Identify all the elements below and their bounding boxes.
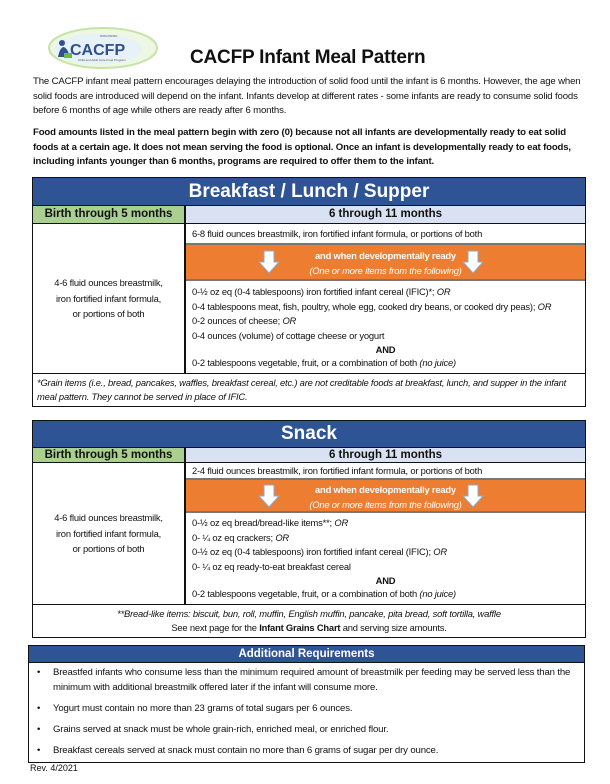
down-arrow-icon <box>258 250 280 274</box>
grains-chart-note: See next page for the Infant Grains Chart and serving size amounts. <box>171 621 447 633</box>
column-birth-5-months: Birth through 5 months <box>33 448 186 462</box>
developmentally-ready-banner <box>186 480 585 513</box>
additional-requirements-title: Additional Requirements <box>29 646 584 663</box>
column-6-11-months: 6 through 11 months <box>186 206 585 223</box>
requirement-item: • Grains served at snack must be whole grain-rich, enriched meal, or enriched flour. <box>37 724 389 735</box>
cacfp-logo <box>48 27 158 69</box>
left-line: iron fortified infant formula, <box>56 527 161 539</box>
page-title: CACFP Infant Meal Pattern <box>190 47 426 68</box>
left-line: 4-6 fluid ounces breastmilk, <box>54 277 163 289</box>
requirement-item: • Breakfast cereals served at snack must contain no more than 6 grams of sugar per dry ounce. <box>37 745 439 756</box>
food-item: 0- ¼ oz eq ready-to-eat breakfast cereal <box>192 560 351 572</box>
meal-table-snack <box>32 420 586 638</box>
column-6-11-months: 6 through 11 months <box>186 448 585 462</box>
column-birth-5-months: Birth through 5 months <box>33 206 186 223</box>
intro-paragraph: The CACFP infant meal pattern encourages delaying the introduction of solid food until the infant is 6 months. However, the age when solid foods are introduced will depend on the infant. Infants develop at different rates - some infants are ready to consume solid foods before 6 months of age while others are ready after 6 months. <box>33 76 581 117</box>
ready-sublabel: (One or more items from the following) <box>309 499 462 510</box>
left-line: or portions of both <box>72 308 145 320</box>
bullet-icon: • <box>37 724 41 735</box>
food-item: 0-4 tablespoons meat, fish, poultry, whole egg, cooked dry beans, or cooked dry peas); OR <box>192 300 552 312</box>
svg-text:CACFP: CACFP <box>70 42 126 59</box>
food-item: 0-½ oz eq bread/bread-like items**; OR <box>192 517 349 528</box>
bread-footnote <box>33 604 585 637</box>
milk-requirement: 6-8 fluid ounces breastmilk, iron fortified infant formula, or portions of both <box>186 224 585 245</box>
bullet-icon: • <box>37 667 41 678</box>
food-item: 0-4 ounces (volume) of cottage cheese or yogurt <box>192 329 385 341</box>
left-line: or portions of both <box>72 543 145 555</box>
ready-label: and when developmentally ready <box>315 484 456 495</box>
ready-sublabel: (One or more items from the following) <box>309 265 462 276</box>
bullet-icon: • <box>37 703 41 714</box>
meal-table-breakfast-lunch-supper <box>32 177 586 407</box>
left-line: iron fortified infant formula, <box>56 292 161 304</box>
down-arrow-icon <box>462 484 484 508</box>
requirement-item: • Yogurt must contain no more than 23 grams of total sugars per 6 ounces. <box>37 703 353 714</box>
food-item: 0- ¼ oz eq crackers; OR <box>192 531 290 543</box>
notice-paragraph: Food amounts listed in the meal pattern begin with zero (0) because not all infants are developmentally ready to eat solid foods at a certain age. It does not mean serving the food is optional. Once an infant is developmentally ready to eat foods, including infants younger than 6 months, programs are required to offer them to the infant. <box>33 127 571 168</box>
requirement-item: • Breastfed infants who consume less than the minimum required amount of breastmilk per feeding may be served less than the minimum with additional breastmilk offered later if the infant will consume more. <box>37 667 571 693</box>
birth-5-months-cell <box>33 224 186 373</box>
revision-date: Rev. 4/2021 <box>30 763 78 773</box>
food-item: 0-2 tablespoons vegetable, fruit, or a combination of both (no juice) <box>192 357 456 369</box>
birth-5-months-cell <box>33 463 186 604</box>
grain-footnote: *Grain items (i.e., bread, pancakes, waffles, breakfast cereal, etc.) are not creditable foods at breakfast, lunch, and supper in the infant meal pattern. They cannot be served in place of IFIC. <box>33 373 585 406</box>
food-item: 0-½ oz eq (0-4 tablespoons) iron fortified infant cereal (IFIC); OR <box>192 546 447 558</box>
down-arrow-icon <box>258 484 280 508</box>
additional-requirements <box>28 645 585 763</box>
food-item: 0-2 ounces of cheese; OR <box>192 315 297 327</box>
bread-like-items-note: **Bread-like items: biscuit, bun, roll, muffin, English muffin, pancake, pita bread, soft tortilla, waffle <box>117 607 501 619</box>
down-arrow-icon <box>462 250 484 274</box>
ready-label: and when developmentally ready <box>315 250 456 261</box>
milk-requirement: 2-4 fluid ounces breastmilk, iron fortified infant formula, or portions of both <box>186 463 585 480</box>
food-item: 0-2 tablespoons vegetable, fruit, or a combination of both (no juice) <box>192 588 456 600</box>
svg-text:WISCONSIN: WISCONSIN <box>100 34 118 38</box>
snack-table-title: Snack <box>33 421 585 448</box>
bullet-icon: • <box>37 745 41 756</box>
and-label: AND <box>375 344 396 356</box>
meal-table-title: Breakfast / Lunch / Supper <box>33 178 585 206</box>
svg-text:Child and Adult Care Food Prog: Child and Adult Care Food Program <box>78 58 126 62</box>
and-label: AND <box>375 575 396 587</box>
developmentally-ready-banner <box>186 245 585 281</box>
food-item: 0-½ oz eq (0-4 tablespoons) iron fortified infant cereal (IFIC)*; OR <box>192 286 451 297</box>
left-line: 4-6 fluid ounces breastmilk, <box>54 512 163 524</box>
